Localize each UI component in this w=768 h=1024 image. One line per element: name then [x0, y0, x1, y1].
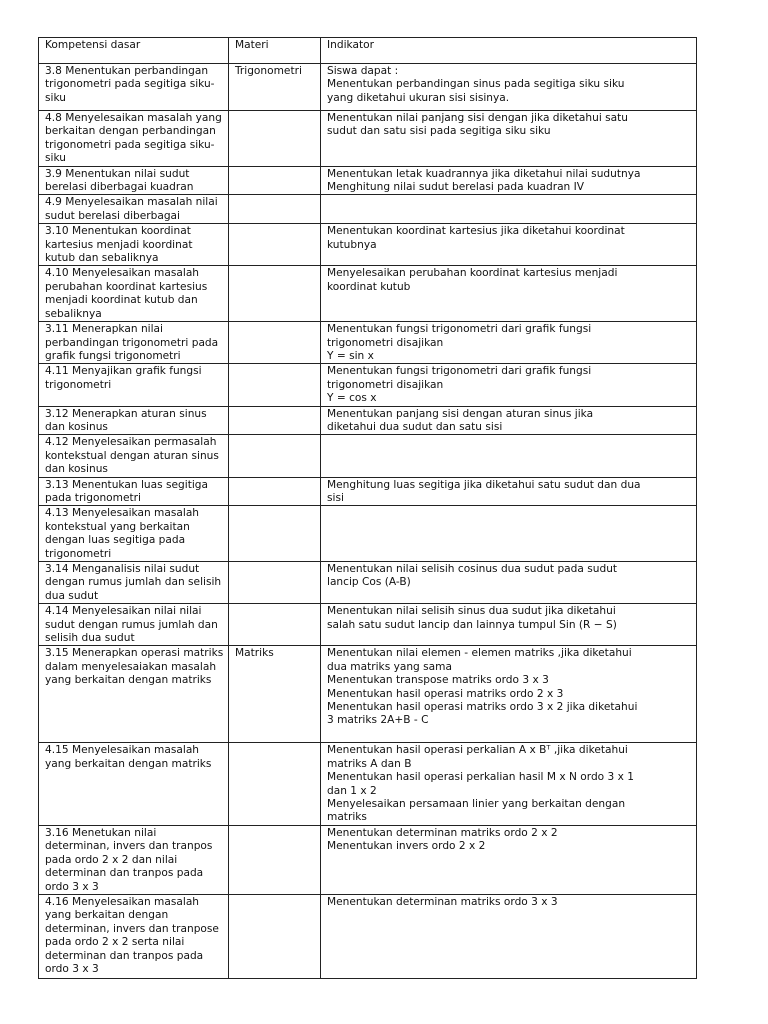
indikator-line: diketahui dua sudut dan satu sisi	[327, 420, 503, 433]
indikator-cell	[321, 322, 697, 364]
kompetensi-dasar-line: 4.13 Menyelesaikan masalah	[45, 507, 200, 520]
indikator-line: salah satu sudut lancip dan lainnya tumpul Sin (R − S)	[327, 618, 617, 631]
table-row	[39, 111, 697, 167]
table-row	[39, 64, 697, 111]
kompetensi-dasar-line: dan kosinus	[45, 420, 108, 433]
indikator-line: Menentukan hasil operasi matriks ordo 3 x 2 jika diketahui	[327, 701, 638, 714]
indikator-line: sudut dan satu sisi pada segitiga siku siku	[327, 125, 551, 138]
materi-cell	[229, 166, 321, 195]
table-row	[39, 195, 697, 224]
kompetensi-dasar-line: 3.13 Menentukan luas segitiga	[45, 478, 209, 491]
materi-cell	[229, 322, 321, 364]
kompetensi-dasar-line: yang berkaitan dengan	[45, 909, 169, 922]
indikator-line: Menentukan invers ordo 2 x 2	[327, 840, 486, 853]
indikator-line: Menentukan nilai elemen - elemen matriks ,jika diketahui	[327, 647, 632, 660]
table-body	[39, 64, 697, 979]
indikator-cell	[321, 364, 697, 406]
indikator-line: Menentukan determinan matriks ordo 2 x 2	[327, 826, 558, 839]
kompetensi-dasar-line: kontekstual dengan aturan sinus	[45, 449, 219, 462]
materi-cell	[229, 894, 321, 978]
table-row	[39, 894, 697, 978]
indikator-line: Menentukan nilai panjang sisi dengan jika diketahui satu	[327, 112, 629, 124]
materi-cell	[229, 562, 321, 604]
indikator-line: Menghitung luas segitiga jika diketahui satu sudut dan dua	[327, 478, 641, 491]
kompetensi-dasar-line: kutub dan sebaliknya	[45, 252, 159, 265]
indikator-cell	[321, 406, 697, 435]
indikator-line: matriks A dan B	[327, 757, 412, 770]
header-kompetensi-dasar: Kompetensi dasar	[39, 38, 229, 64]
indikator-cell	[321, 506, 697, 562]
materi-cell: Trigonometri	[229, 64, 321, 111]
indikator-cell	[321, 111, 697, 167]
materi-cell	[229, 743, 321, 825]
materi-cell	[229, 506, 321, 562]
kompetensi-dasar-cell	[39, 266, 229, 322]
table-row	[39, 506, 697, 562]
kompetensi-dasar-line: 3.16 Menetukan nilai	[45, 826, 157, 839]
kompetensi-dasar-line: pada ordo 2 x 2 serta nilai	[45, 936, 185, 949]
kompetensi-dasar-line: menjadi koordinat kutub dan	[45, 294, 198, 307]
kompetensi-dasar-line: dua sudut	[45, 589, 99, 602]
table-row	[39, 604, 697, 646]
indikator-line: 3 matriks 2A+B - C	[327, 714, 429, 727]
kompetensi-dasar-line: sudut berelasi diberbagai	[45, 209, 180, 222]
kompetensi-dasar-line: 3.12 Menerapkan aturan sinus	[45, 407, 207, 420]
materi-cell	[229, 364, 321, 406]
table-row	[39, 562, 697, 604]
indikator-line: Menentukan hasil operasi matriks ordo 2 x 3	[327, 687, 564, 700]
materi-cell	[229, 111, 321, 167]
indikator-line: koordinat kutub	[327, 280, 411, 293]
kompetensi-dasar-line: perubahan koordinat kartesius	[45, 280, 208, 293]
indikator-line: Y = cos x	[327, 392, 377, 405]
kompetensi-dasar-cell	[39, 406, 229, 435]
table-row	[39, 435, 697, 477]
kompetensi-dasar-cell	[39, 435, 229, 477]
kompetensi-dasar-line: pada ordo 2 x 2 dan nilai	[45, 853, 178, 866]
indikator-cell	[321, 825, 697, 894]
kompetensi-dasar-line: trigonometri pada segitiga siku-	[45, 78, 215, 91]
kompetensi-dasar-line: 4.16 Menyelesaikan masalah	[45, 895, 200, 908]
indikator-line: Menghitung nilai sudut berelasi pada kuadran IV	[327, 181, 585, 194]
kompetensi-dasar-line: determinan, invers dan tranpos	[45, 840, 213, 853]
table-row	[39, 406, 697, 435]
indikator-line: trigonometri disajikan	[327, 336, 444, 349]
kompetensi-dasar-line: determinan dan tranpos pada	[45, 867, 204, 880]
kompetensi-dasar-cell	[39, 646, 229, 743]
indikator-cell	[321, 435, 697, 477]
kompetensi-dasar-line: dengan rumus jumlah dan selisih	[45, 576, 222, 589]
indikator-cell	[321, 894, 697, 978]
kompetensi-dasar-line: 4.11 Menyajikan grafik fungsi	[45, 365, 202, 378]
materi-cell	[229, 477, 321, 506]
kompetensi-dasar-line: sebaliknya	[45, 307, 102, 320]
kompetensi-dasar-line: kontekstual yang berkaitan	[45, 520, 190, 533]
table-row	[39, 825, 697, 894]
table-row	[39, 322, 697, 364]
indikator-line: Menentukan determinan matriks ordo 3 x 3	[327, 895, 558, 908]
kompetensi-dasar-line: sudut dengan rumus jumlah dan	[45, 618, 218, 631]
materi-cell	[229, 266, 321, 322]
materi-cell	[229, 825, 321, 894]
kompetensi-dasar-line: determinan, invers dan tranpose	[45, 922, 219, 935]
indikator-cell	[321, 743, 697, 825]
indikator-line: Menentukan panjang sisi dengan aturan sinus jika	[327, 407, 594, 420]
indikator-cell	[321, 477, 697, 506]
table-row	[39, 477, 697, 506]
kompetensi-dasar-line: dengan luas segitiga pada	[45, 534, 186, 547]
indikator-line: yang diketahui ukuran sisi sisinya.	[327, 91, 510, 104]
table-row	[39, 364, 697, 406]
indikator-line: Menentukan perbandingan sinus pada segitiga siku siku	[327, 78, 625, 91]
indikator-line: Menentukan letak kuadrannya jika diketahui nilai sudutnya	[327, 167, 641, 180]
kompetensi-dasar-line: berelasi diberbagai kuadran	[45, 181, 194, 194]
table-row	[39, 266, 697, 322]
indikator-cell	[321, 195, 697, 224]
kompetensi-dasar-line: 3.8 Menentukan perbandingan	[45, 65, 209, 77]
indikator-line: Menyelesaikan perubahan koordinat kartesius menjadi	[327, 267, 618, 280]
indikator-line: dua matriks yang sama	[327, 660, 452, 673]
kompetensi-dasar-line: 3.10 Menentukan koordinat	[45, 225, 191, 238]
kompetensi-dasar-line: 4.8 Menyelesaikan masalah yang	[45, 112, 222, 124]
materi-cell: Matriks	[229, 646, 321, 743]
indikator-line: Siswa dapat :	[327, 65, 399, 77]
indikator-line: sisi	[327, 491, 344, 504]
indikator-cell	[321, 224, 697, 266]
kompetensi-dasar-line: ordo 3 x 3	[45, 880, 99, 893]
indikator-line: Menentukan transpose matriks ordo 3 x 3	[327, 674, 549, 687]
indikator-cell	[321, 64, 697, 111]
kompetensi-dasar-line: selisih dua sudut	[45, 632, 135, 645]
kompetensi-dasar-line: trigonometri	[45, 378, 112, 391]
indikator-line: Y = sin x	[327, 349, 374, 362]
table-row	[39, 224, 697, 266]
indikator-line: Menentukan fungsi trigonometri dari grafik fungsi	[327, 323, 592, 336]
indikator-line: dan 1 x 2	[327, 784, 377, 797]
kompetensi-dasar-line: kartesius menjadi koordinat	[45, 238, 193, 251]
kompetensi-dasar-cell	[39, 64, 229, 111]
kompetensi-dasar-cell	[39, 825, 229, 894]
table-row	[39, 166, 697, 195]
indikator-line: Menentukan fungsi trigonometri dari grafik fungsi	[327, 365, 592, 378]
kompetensi-dasar-line: 3.14 Menganalisis nilai sudut	[45, 563, 200, 575]
kompetensi-dasar-line: 3.15 Menerapkan operasi matriks	[45, 647, 224, 660]
indikator-cell	[321, 266, 697, 322]
header-row	[39, 38, 697, 64]
indikator-line: matriks	[327, 811, 367, 824]
kompetensi-dasar-cell	[39, 364, 229, 406]
indikator-cell	[321, 646, 697, 743]
kompetensi-dasar-cell	[39, 224, 229, 266]
kompetensi-dasar-cell	[39, 111, 229, 167]
kompetensi-dasar-cell	[39, 743, 229, 825]
kompetensi-dasar-line: siku	[45, 91, 66, 104]
header-indikator: Indikator	[321, 38, 697, 64]
indikator-cell	[321, 604, 697, 646]
indikator-cell	[321, 166, 697, 195]
materi-cell	[229, 195, 321, 224]
kompetensi-dasar-line: ordo 3 x 3	[45, 962, 99, 975]
kompetensi-dasar-cell	[39, 506, 229, 562]
kompetensi-dasar-cell	[39, 322, 229, 364]
kompetensi-dasar-line: yang berkaitan dengan matriks	[45, 757, 212, 770]
kompetensi-dasar-cell	[39, 562, 229, 604]
materi-cell	[229, 604, 321, 646]
materi-cell	[229, 224, 321, 266]
kompetensi-dasar-line: perbandingan trigonometri pada	[45, 336, 219, 349]
indikator-line: Menentukan nilai selisih cosinus dua sudut pada sudut	[327, 563, 618, 575]
kompetensi-dasar-cell	[39, 604, 229, 646]
kompetensi-dasar-line: siku	[45, 152, 66, 165]
curriculum-table	[38, 37, 697, 979]
kompetensi-dasar-line: berkaitan dengan perbandingan	[45, 125, 216, 138]
indikator-line: trigonometri disajikan	[327, 378, 444, 391]
kompetensi-dasar-line: 4.14 Menyelesaikan nilai nilai	[45, 605, 202, 618]
indikator-line: kutubnya	[327, 238, 377, 251]
kompetensi-dasar-line: trigonometri	[45, 547, 112, 560]
kompetensi-dasar-line: grafik fungsi trigonometri	[45, 349, 181, 362]
kompetensi-dasar-line: 4.15 Menyelesaikan masalah	[45, 744, 200, 757]
indikator-cell	[321, 562, 697, 604]
kompetensi-dasar-line: 3.9 Menentukan nilai sudut	[45, 167, 190, 180]
indikator-line: lancip Cos (A-B)	[327, 576, 411, 589]
kompetensi-dasar-line: 4.10 Menyelesaikan masalah	[45, 267, 200, 280]
kompetensi-dasar-line: yang berkaitan dengan matriks	[45, 674, 212, 687]
indikator-line: Menyelesaikan persamaan linier yang berkaitan dengan	[327, 798, 626, 811]
header-materi: Materi	[229, 38, 321, 64]
kompetensi-dasar-line: dalam menyelesaiakan masalah	[45, 660, 217, 673]
kompetensi-dasar-line: 3.11 Menerapkan nilai	[45, 323, 163, 336]
kompetensi-dasar-cell	[39, 894, 229, 978]
kompetensi-dasar-line: 4.9 Menyelesaikan masalah nilai	[45, 196, 218, 209]
kompetensi-dasar-line: 4.12 Menyelesaikan permasalah	[45, 436, 217, 449]
kompetensi-dasar-cell	[39, 477, 229, 506]
table-row	[39, 646, 697, 743]
indikator-line: Menentukan koordinat kartesius jika diketahui koordinat	[327, 225, 625, 238]
indikator-line: Menentukan hasil operasi perkalian hasil M x N ordo 3 x 1	[327, 771, 634, 784]
kompetensi-dasar-line: determinan dan tranpos pada	[45, 949, 204, 962]
table-row	[39, 743, 697, 825]
kompetensi-dasar-line: dan kosinus	[45, 463, 108, 476]
indikator-line: Menentukan nilai selisih sinus dua sudut jika diketahui	[327, 605, 616, 618]
kompetensi-dasar-line: trigonometri pada segitiga siku-	[45, 138, 215, 151]
indikator-line: Menentukan hasil operasi perkalian A x Bᵀ ,jika diketahui	[327, 744, 628, 757]
kompetensi-dasar-line: pada trigonometri	[45, 491, 141, 504]
kompetensi-dasar-cell	[39, 166, 229, 195]
materi-cell	[229, 406, 321, 435]
kompetensi-dasar-cell	[39, 195, 229, 224]
materi-cell	[229, 435, 321, 477]
